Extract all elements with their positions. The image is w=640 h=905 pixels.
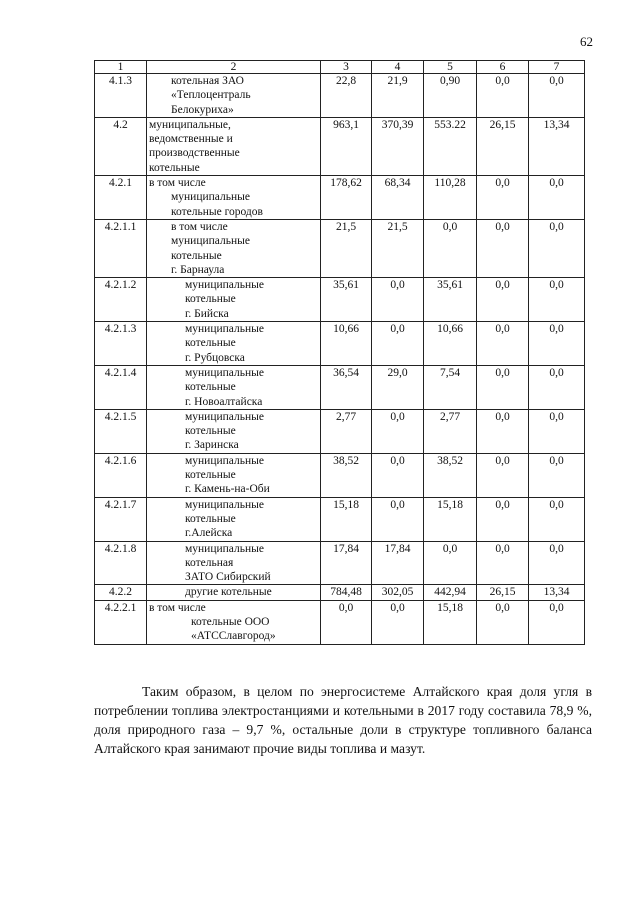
row-name-line: ведомственные и [149,133,233,146]
row-name-line: котельные [185,425,236,438]
summary-paragraph: Таким образом, в целом по энергосистеме Алтайского края доля угля в потреблении топлива электростанциями и котельными в 2017 году составила 78,9 %, доля природного газа – 9,7 %, остальные доли в структуре топливного баланса Алтайского края занимают прочие виды топлива и мазут. [94,684,592,756]
value-cell-c6: 26,15 [477,117,529,175]
table-row [95,117,585,175]
value-cell-c6: 0,0 [477,453,529,497]
value-cell-c5: 35,61 [424,278,477,322]
row-name-line: муниципальные [185,410,264,423]
row-name-line: котельные [149,161,200,174]
row-code: 4.2.1.7 [95,497,147,541]
row-name-line: «Теплоцентраль [171,89,251,102]
value-cell-c6: 0,0 [477,219,529,277]
value-cell-c4: 0,0 [372,453,424,497]
row-name-line: котельные [171,249,222,262]
value-cell-c5: 2,77 [424,409,477,453]
table-row [95,409,585,453]
value-cell-c5: 7,54 [424,365,477,409]
column-header: 1 [95,61,147,74]
value-cell-c4: 0,0 [372,409,424,453]
row-name [147,278,321,322]
row-name [147,453,321,497]
value-cell-c4: 21,5 [372,219,424,277]
row-name-line: ЗАТО Сибирский [185,571,271,584]
row-code: 4.2.1.5 [95,409,147,453]
value-cell-c3: 38,52 [321,453,372,497]
row-code: 4.2.2.1 [95,600,147,644]
value-cell-c5: 553.22 [424,117,477,175]
value-cell-c4: 0,0 [372,497,424,541]
value-cell-c7: 0,0 [529,74,585,118]
row-name-line: котельные ООО [191,615,270,628]
column-header: 5 [424,61,477,74]
value-cell-c5: 38,52 [424,453,477,497]
value-cell-c4: 17,84 [372,541,424,585]
value-cell-c5: 0,0 [424,541,477,585]
value-cell-c6: 0,0 [477,176,529,220]
table-row [95,541,585,585]
row-name-line: г. Камень-на-Оби [185,483,270,496]
value-cell-c6: 0,0 [477,409,529,453]
row-code: 4.2.1.2 [95,278,147,322]
value-cell-c3: 22,8 [321,74,372,118]
row-code: 4.1.3 [95,74,147,118]
row-name-line: в том числе [149,177,206,190]
row-code: 4.2.1 [95,176,147,220]
row-name [147,176,321,220]
row-name-line: котельные [185,469,236,482]
value-cell-c4: 21,9 [372,74,424,118]
value-cell-c7: 13,34 [529,585,585,600]
row-name [147,117,321,175]
table-row [95,219,585,277]
row-name-line: муниципальные [185,498,264,511]
table-row [95,497,585,541]
row-name [147,600,321,644]
value-cell-c3: 0,0 [321,600,372,644]
row-name-line: котельные [185,293,236,306]
row-code: 4.2.1.3 [95,322,147,366]
row-name [147,585,321,600]
row-name-line: муниципальные [185,323,264,336]
row-code: 4.2 [95,117,147,175]
row-name-line: муниципальные [185,454,264,467]
value-cell-c6: 0,0 [477,322,529,366]
row-name-line: производственные [149,147,240,160]
value-cell-c5: 442,94 [424,585,477,600]
page-number: 62 [580,34,593,49]
row-name-line: другие котельные [185,586,272,599]
row-name-line: «АТССлавгород» [191,630,276,643]
value-cell-c6: 26,15 [477,585,529,600]
row-code: 4.2.1.8 [95,541,147,585]
value-cell-c4: 29,0 [372,365,424,409]
row-name [147,322,321,366]
table-row [95,322,585,366]
value-cell-c3: 35,61 [321,278,372,322]
row-name-line: г. Бийска [185,307,229,320]
table-row [95,278,585,322]
row-name-line: котельная ЗАО [171,75,244,87]
row-name-line: муниципальные [185,542,264,555]
value-cell-c4: 68,34 [372,176,424,220]
row-name-line: г.Алейска [185,527,233,540]
row-name [147,409,321,453]
value-cell-c5: 110,28 [424,176,477,220]
table-row [95,176,585,220]
value-cell-c5: 15,18 [424,497,477,541]
row-name-line: г. Заринска [185,439,239,452]
column-header: 3 [321,61,372,74]
row-name [147,541,321,585]
row-name-line: муниципальные [171,191,250,204]
value-cell-c3: 21,5 [321,219,372,277]
row-code: 4.2.2 [95,585,147,600]
value-cell-c3: 2,77 [321,409,372,453]
value-cell-c3: 178,62 [321,176,372,220]
table-row [95,365,585,409]
value-cell-c7: 0,0 [529,541,585,585]
row-name [147,365,321,409]
row-name-line: в том числе [149,601,206,614]
value-cell-c7: 0,0 [529,497,585,541]
value-cell-c7: 0,0 [529,409,585,453]
column-header: 2 [147,61,321,74]
row-name-line: муниципальные [185,279,264,292]
value-cell-c4: 370,39 [372,117,424,175]
value-cell-c5: 15,18 [424,600,477,644]
table-header-row [95,61,585,74]
fuel-consumption-table [94,60,585,645]
value-cell-c5: 0,90 [424,74,477,118]
row-name-line: котельные [185,381,236,394]
row-name-line: котельные [185,337,236,350]
column-header: 7 [529,61,585,74]
column-header: 6 [477,61,529,74]
value-cell-c7: 13,34 [529,117,585,175]
value-cell-c7: 0,0 [529,453,585,497]
row-name-line: муниципальные [185,366,264,379]
value-cell-c7: 0,0 [529,176,585,220]
row-name [147,74,321,118]
value-cell-c6: 0,0 [477,600,529,644]
value-cell-c7: 0,0 [529,600,585,644]
value-cell-c6: 0,0 [477,278,529,322]
value-cell-c6: 0,0 [477,497,529,541]
column-header: 4 [372,61,424,74]
value-cell-c5: 10,66 [424,322,477,366]
table-row [95,453,585,497]
table-row [95,600,585,644]
value-cell-c3: 36,54 [321,365,372,409]
row-name-line: котельные [185,512,236,525]
row-name-line: котельные городов [171,205,263,218]
row-name-line: в том числе [171,220,228,233]
value-cell-c6: 0,0 [477,541,529,585]
row-name-line: г. Рубцовска [185,351,245,364]
value-cell-c3: 17,84 [321,541,372,585]
value-cell-c7: 0,0 [529,219,585,277]
value-cell-c7: 0,0 [529,278,585,322]
row-code: 4.2.1.1 [95,219,147,277]
value-cell-c3: 963,1 [321,117,372,175]
row-name [147,219,321,277]
row-code: 4.2.1.6 [95,453,147,497]
row-name-line: муниципальные, [149,118,231,131]
value-cell-c5: 0,0 [424,219,477,277]
table-row [95,74,585,118]
value-cell-c4: 0,0 [372,600,424,644]
row-name-line: г. Новоалтайска [185,395,263,408]
value-cell-c4: 302,05 [372,585,424,600]
value-cell-c4: 0,0 [372,322,424,366]
row-name-line: г. Барнаула [171,263,225,276]
value-cell-c3: 784,48 [321,585,372,600]
table-row [95,585,585,600]
value-cell-c6: 0,0 [477,74,529,118]
value-cell-c7: 0,0 [529,365,585,409]
value-cell-c3: 15,18 [321,497,372,541]
value-cell-c7: 0,0 [529,322,585,366]
value-cell-c3: 10,66 [321,322,372,366]
row-name-line: Белокуриха» [171,103,234,116]
row-name [147,497,321,541]
row-name-line: котельная [185,556,234,569]
value-cell-c4: 0,0 [372,278,424,322]
value-cell-c6: 0,0 [477,365,529,409]
row-name-line: муниципальные [171,235,250,248]
row-code: 4.2.1.4 [95,365,147,409]
